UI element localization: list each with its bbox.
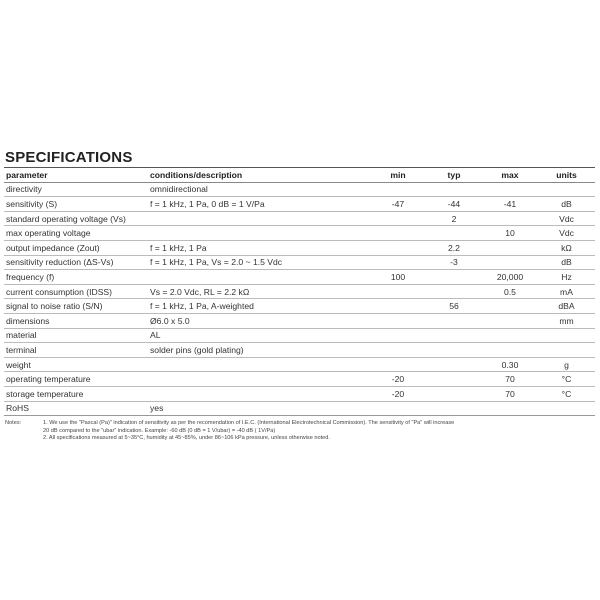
cell-max	[482, 299, 538, 314]
table-row	[4, 197, 595, 212]
cell-parameter: sensitivity reduction (ΔS-Vs)	[4, 255, 148, 270]
cell-units: Vdc	[538, 226, 595, 241]
cell-typ: 2	[426, 211, 482, 226]
cell-min	[370, 343, 426, 358]
header-max: max	[482, 168, 538, 183]
cell-parameter: output impedance (Zout)	[4, 240, 148, 255]
cell-units: dB	[538, 255, 595, 270]
cell-typ	[426, 328, 482, 343]
cell-units: Hz	[538, 270, 595, 285]
cell-parameter: directivity	[4, 182, 148, 197]
cell-typ	[426, 313, 482, 328]
cell-typ	[426, 226, 482, 241]
cell-parameter: weight	[4, 357, 148, 372]
cell-typ	[426, 357, 482, 372]
cell-conditions: Ø6.0 x 5.0	[148, 313, 370, 328]
cell-typ	[426, 182, 482, 197]
table-row	[4, 182, 595, 197]
header-units: units	[538, 168, 595, 183]
table-row	[4, 299, 595, 314]
cell-units: °C	[538, 386, 595, 401]
cell-max	[482, 328, 538, 343]
cell-units: dB	[538, 197, 595, 212]
cell-min	[370, 211, 426, 226]
table-header-row	[4, 168, 595, 183]
cell-parameter: RoHS	[4, 401, 148, 416]
cell-typ	[426, 372, 482, 387]
cell-conditions: f = 1 kHz, 1 Pa, A-weighted	[148, 299, 370, 314]
note-line: 2. All specifications measured at 5~35°C, humidity at 45~85%, under 86~106 kPa pressure, unless otherwise noted.	[43, 435, 330, 442]
cell-units	[538, 328, 595, 343]
specifications-section	[4, 148, 595, 443]
cell-max	[482, 240, 538, 255]
cell-max: 20,000	[482, 270, 538, 285]
notes-label: Notes:	[5, 420, 22, 427]
table-row	[4, 284, 595, 299]
cell-max: 70	[482, 386, 538, 401]
cell-conditions: f = 1 kHz, 1 Pa	[148, 240, 370, 255]
cell-units: Vdc	[538, 211, 595, 226]
cell-min	[370, 357, 426, 372]
cell-min	[370, 182, 426, 197]
cell-min	[370, 226, 426, 241]
cell-typ	[426, 343, 482, 358]
header-parameter: parameter	[4, 168, 148, 183]
cell-units: mm	[538, 313, 595, 328]
cell-conditions	[148, 211, 370, 226]
cell-min	[370, 401, 426, 416]
cell-conditions	[148, 357, 370, 372]
table-row	[4, 328, 595, 343]
note-line: 1. We use the "Pascal (Pa)" indication of sensitivity as per the recomendation of I.E.C. (International Electrotechnical Commission). The sensitivity of "Pa" will increase	[43, 420, 455, 427]
cell-units: mA	[538, 284, 595, 299]
cell-conditions	[148, 386, 370, 401]
page-title: SPECIFICATIONS	[5, 149, 133, 166]
cell-max	[482, 343, 538, 358]
cell-min	[370, 284, 426, 299]
cell-units	[538, 182, 595, 197]
cell-units	[538, 343, 595, 358]
cell-conditions: f = 1 kHz, 1 Pa, Vs = 2.0 ~ 1.5 Vdc	[148, 255, 370, 270]
cell-parameter: sensitivity (S)	[4, 197, 148, 212]
cell-conditions: Vs = 2.0 Vdc, RL = 2.2 kΩ	[148, 284, 370, 299]
cell-parameter: current consumption (IDSS)	[4, 284, 148, 299]
cell-typ	[426, 401, 482, 416]
cell-max: 10	[482, 226, 538, 241]
table-row	[4, 343, 595, 358]
cell-parameter: dimensions	[4, 313, 148, 328]
cell-conditions	[148, 270, 370, 285]
cell-typ	[426, 284, 482, 299]
cell-parameter: frequency (f)	[4, 270, 148, 285]
cell-typ: -3	[426, 255, 482, 270]
cell-max: -41	[482, 197, 538, 212]
table-row	[4, 401, 595, 416]
header-conditions: conditions/description	[148, 168, 370, 183]
cell-parameter: operating temperature	[4, 372, 148, 387]
header-typ: typ	[426, 168, 482, 183]
header-min: min	[370, 168, 426, 183]
cell-min	[370, 299, 426, 314]
cell-conditions: yes	[148, 401, 370, 416]
cell-conditions	[148, 372, 370, 387]
cell-units: °C	[538, 372, 595, 387]
notes	[4, 420, 594, 443]
cell-parameter: material	[4, 328, 148, 343]
cell-conditions: AL	[148, 328, 370, 343]
table-row	[4, 211, 595, 226]
cell-min	[370, 313, 426, 328]
note-line: 20 dB compared to the "ubar" indication. Example: -60 dB (0 dB = 1 V/ubar) = -40 dB ( 1V/Pa)	[43, 427, 276, 434]
cell-min	[370, 328, 426, 343]
cell-max	[482, 313, 538, 328]
cell-conditions	[148, 226, 370, 241]
cell-units: g	[538, 357, 595, 372]
cell-typ: 2.2	[426, 240, 482, 255]
cell-min: -47	[370, 197, 426, 212]
cell-min: -20	[370, 386, 426, 401]
cell-max: 70	[482, 372, 538, 387]
cell-typ: -44	[426, 197, 482, 212]
cell-typ	[426, 270, 482, 285]
cell-parameter: storage temperature	[4, 386, 148, 401]
cell-min: -20	[370, 372, 426, 387]
cell-typ	[426, 386, 482, 401]
cell-max	[482, 211, 538, 226]
table-row	[4, 313, 595, 328]
table-row	[4, 372, 595, 387]
cell-max: 0.5	[482, 284, 538, 299]
cell-conditions: f = 1 kHz, 1 Pa, 0 dB = 1 V/Pa	[148, 197, 370, 212]
cell-typ: 56	[426, 299, 482, 314]
cell-units	[538, 401, 595, 416]
cell-units: dBA	[538, 299, 595, 314]
table-row	[4, 357, 595, 372]
cell-min: 100	[370, 270, 426, 285]
table-row	[4, 226, 595, 241]
table-row	[4, 240, 595, 255]
cell-max: 0.30	[482, 357, 538, 372]
cell-parameter: signal to noise ratio (S/N)	[4, 299, 148, 314]
table-row	[4, 386, 595, 401]
cell-parameter: standard operating voltage (Vs)	[4, 211, 148, 226]
table-row	[4, 270, 595, 285]
cell-min	[370, 240, 426, 255]
cell-parameter: terminal	[4, 343, 148, 358]
cell-min	[370, 255, 426, 270]
cell-max	[482, 255, 538, 270]
specifications-table	[4, 167, 595, 416]
table-row	[4, 255, 595, 270]
cell-max	[482, 401, 538, 416]
cell-units: kΩ	[538, 240, 595, 255]
cell-parameter: max operating voltage	[4, 226, 148, 241]
cell-conditions: solder pins (gold plating)	[148, 343, 370, 358]
cell-conditions: omnidirectional	[148, 182, 370, 197]
cell-max	[482, 182, 538, 197]
